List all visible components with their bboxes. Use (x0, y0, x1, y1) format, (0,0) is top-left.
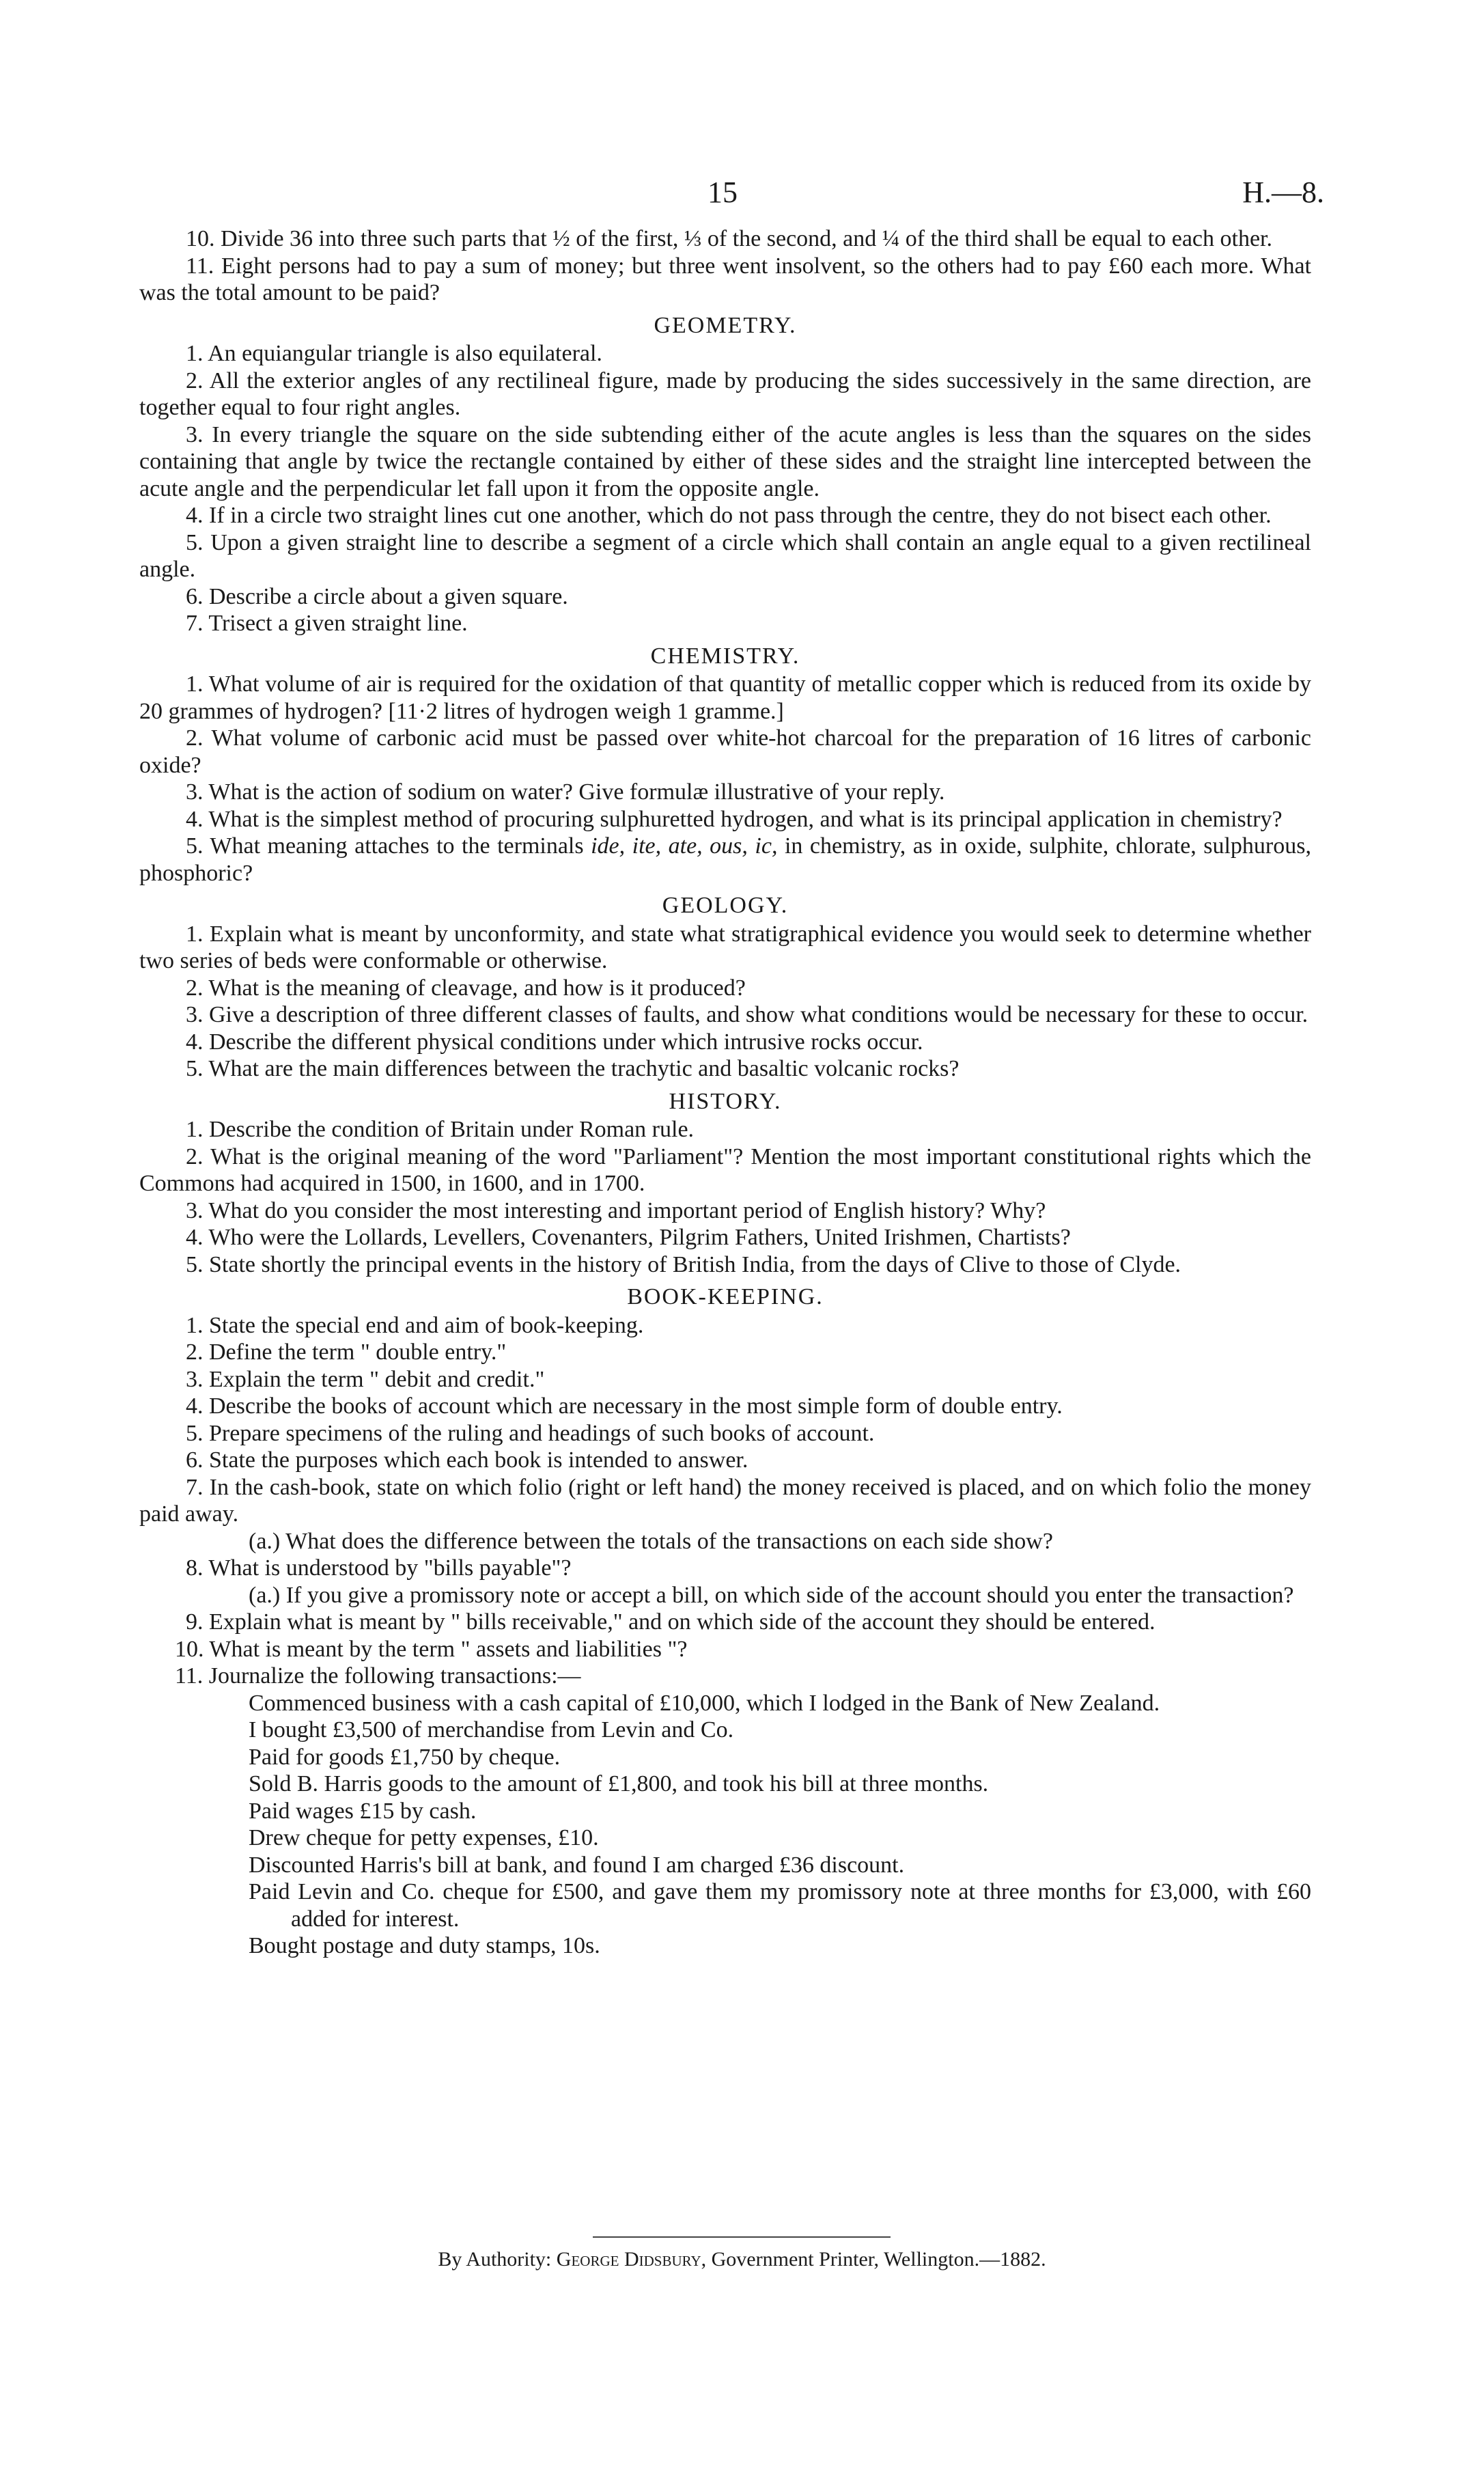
section-heading-geometry: GEOMETRY. (654, 312, 797, 338)
chemical-terminals: ide, ite, ate, ous, ic, (591, 833, 778, 859)
question: 3. What is the action of sodium on water? Give formulæ illustrative of your reply. (186, 779, 945, 805)
question: 7. In the cash-book, state on which folio (right or left hand) the money received is placed, and on which folio the money paid away. (139, 1474, 1311, 1527)
document-reference: H.—8. (1242, 176, 1324, 209)
question: 1. Explain what is meant by unconformity, and state what stratigraphical evidence you would seek to determine whether two series of beds were conformable or otherwise. (139, 921, 1311, 973)
transaction: Paid for goods £1,750 by cheque. (249, 1744, 561, 1770)
question: 4. Who were the Lollards, Levellers, Covenanters, Pilgrim Fathers, United Irishmen, Chartists? (186, 1225, 1071, 1250)
transaction: Sold B. Harris goods to the amount of £1,800, and took his bill at three months. (249, 1771, 989, 1796)
transaction: I bought £3,500 of merchandise from Levin and Co. (249, 1717, 734, 1743)
question: 4. Describe the different physical conditions under which intrusive rocks occur. (186, 1029, 923, 1055)
question: 2. All the exterior angles of any rectilineal figure, made by producing the sides successively in the same direction, are together equal to four right angles. (139, 367, 1311, 420)
question: 5. What meaning attaches to the terminals ide, ite, ate, ous, ic, in chemistry, as in oxide, sulphite, chlorate, sulphurous, phosphoric? (139, 833, 1311, 886)
question: 1. What volume of air is required for the oxidation of that quantity of metallic copper which is reduced from its oxide by 20 grammes of hydrogen? [11·2 litres of hydrogen weigh 1 gramme.] (139, 671, 1311, 724)
question: 4. Describe the books of account which are necessary in the most simple form of double entry. (186, 1393, 1063, 1419)
question: 7. Trisect a given straight line. (186, 611, 468, 636)
question: 1. An equiangular triangle is also equilateral. (186, 341, 602, 366)
transaction: Discounted Harris's bill at bank, and found I am charged £36 discount. (249, 1852, 905, 1878)
question: 3. In every triangle the square on the side subtending either of the acute angles is less than the squares on the sides containing that angle by twice the rectangle contained by either of these sides and the straight line intercepted between the acute angle and the perpendicular let fall upon it from the opposite angle. (139, 421, 1311, 501)
question: 6. State the purposes which each book is intended to answer. (186, 1447, 748, 1473)
question: 2. What is the original meaning of the word "Parliament"? Mention the most important constitutional rights which the Commons had acquired in 1500, in 1600, and in 1700. (139, 1143, 1311, 1196)
question: 4. What is the simplest method of procuring sulphuretted hydrogen, and what is its principal application in chemistry? (186, 806, 1283, 832)
page-body (139, 225, 1311, 1960)
question: 3. Explain the term " debit and credit." (186, 1366, 545, 1392)
question: 5. State shortly the principal events in the history of British India, from the days of Clive to those of Clyde. (186, 1251, 1181, 1277)
section-heading-bookkeeping: BOOK-KEEPING. (627, 1284, 824, 1309)
transaction: Bought postage and duty stamps, 10s. (249, 1933, 600, 1958)
question: 2. What is the meaning of cleavage, and how is it produced? (186, 975, 746, 1001)
question: 10. Divide 36 into three such parts that ½ of the first, ⅓ of the second, and ¼ of the third shall be equal to each other. (186, 226, 1272, 251)
question: 3. What do you consider the most interesting and important period of English history? Why? (186, 1197, 1046, 1223)
transaction: Commenced business with a cash capital of £10,000, which I lodged in the Bank of New Zealand. (249, 1690, 1160, 1716)
transaction: Paid Levin and Co. cheque for £500, and gave them my promissory note at three months for £3,000, with £60 added for interest. (249, 1879, 1311, 1932)
question: 3. Give a description of three different classes of faults, and show what conditions would be necessary for these to occur. (186, 1002, 1308, 1027)
sub-question: (a.) What does the difference between the totals of the transactions on each side show? (249, 1528, 1053, 1554)
question: 1. State the special end and aim of book-keeping. (186, 1312, 644, 1338)
footer-divider (593, 2236, 891, 2238)
question: 9. Explain what is meant by " bills receivable," and on which side of the account they should be entered. (186, 1609, 1156, 1635)
page-number: 15 (708, 176, 738, 209)
question: 4. If in a circle two straight lines cut one another, which do not pass through the centre, they do not bisect each other. (186, 503, 1272, 528)
question: 11. Journalize the following transactions:— (175, 1663, 581, 1689)
question: 11. Eight persons had to pay a sum of money; but three went insolvent, so the others had to pay £60 each more. What was the total amount to be paid? (139, 253, 1311, 305)
question: 2. What volume of carbonic acid must be passed over white-hot charcoal for the preparation of 16 litres of carbonic oxide? (139, 725, 1311, 778)
section-heading-geology: GEOLOGY. (662, 893, 789, 918)
question: 8. What is understood by "bills payable"? (186, 1555, 572, 1581)
transaction: Paid wages £15 by cash. (249, 1798, 477, 1824)
question: 6. Describe a circle about a given square. (186, 583, 568, 609)
transaction: Drew cheque for petty expenses, £10. (249, 1825, 599, 1850)
question: 5. Upon a given straight line to describe a segment of a circle which shall contain an angle equal to a given rectilineal angle. (139, 529, 1311, 582)
printer-name: George Didsbury, (556, 2248, 707, 2271)
question: 2. Define the term " double entry." (186, 1339, 507, 1365)
section-heading-chemistry: CHEMISTRY. (650, 643, 800, 669)
question: 1. Describe the condition of Britain under Roman rule. (186, 1117, 695, 1142)
question: 5. Prepare specimens of the ruling and headings of such books of account. (186, 1420, 875, 1446)
printer-imprint: By Authority: George Didsbury, Government Printer, Wellington.—1882. (438, 2248, 1046, 2271)
question: 10. What is meant by the term " assets and liabilities "? (175, 1636, 688, 1662)
question: 5. What are the main differences between the trachytic and basaltic volcanic rocks? (186, 1056, 960, 1081)
section-heading-history: HISTORY. (669, 1088, 782, 1114)
sub-question: (a.) If you give a promissory note or accept a bill, on which side of the account should you enter the transaction? (249, 1582, 1294, 1608)
